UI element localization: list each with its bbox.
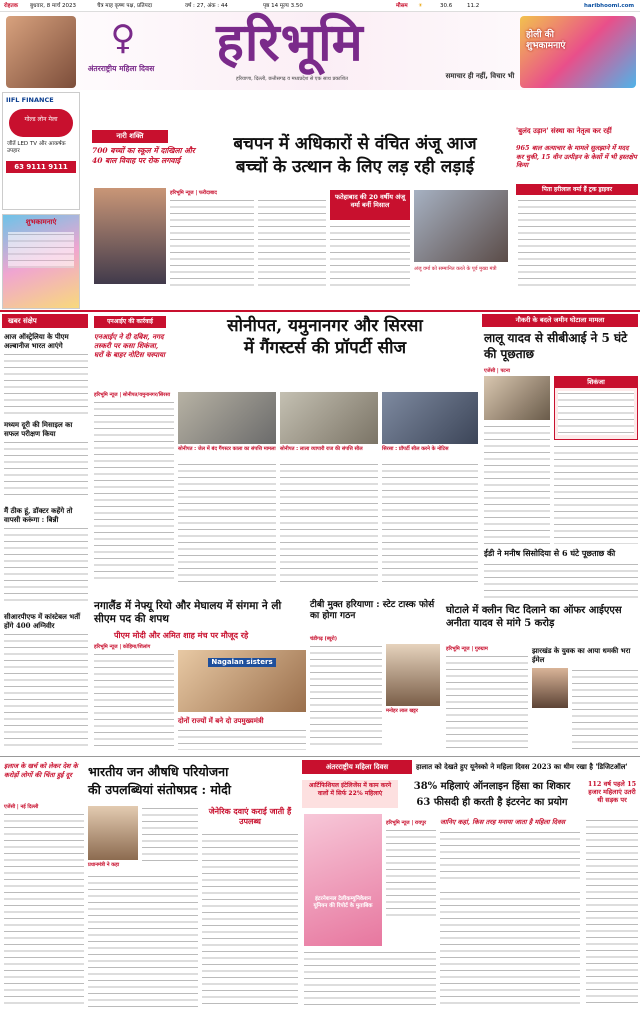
- iifl-phone[interactable]: 63 9111 9111: [6, 161, 76, 173]
- womens-day-tag: अंतरराष्ट्रीय महिला दिवस: [87, 64, 155, 73]
- lead-subhead: 700 बच्चों का स्कूल में दाखिला और 40 बाल विवाह पर रोक लगवाई: [92, 146, 195, 165]
- right-lead-box: पिता हरीलाल वर्मा हैं ट्रक ड्राइवर: [516, 184, 638, 195]
- masthead-slogan: समाचार ही नहीं, विचार भी: [445, 72, 515, 80]
- womens-day-graphic: [304, 814, 382, 946]
- nia-dateline: हरिभूमि न्यूज | सोनीपत/यमुनानगर/सिरसा: [94, 392, 171, 398]
- masthead-woman-photo: [6, 16, 76, 88]
- nia-kicker: एनआईए की कार्रवाई: [94, 316, 166, 328]
- newspaper-title: हरिभूमि: [216, 12, 364, 73]
- edition-city: रोहतक: [4, 3, 18, 9]
- panchang: चैत्र माह कृष्ण पक्ष, प्रतिपदा: [97, 3, 153, 9]
- anju-photo: [94, 188, 166, 284]
- janaushadhi-body-3: [202, 832, 298, 1008]
- janaushadhi-teaser: इलाज के खर्च को लेकर देश के करोड़ों लोगों की चिंता हुई दूर: [4, 762, 78, 779]
- min-temp: 11.2: [467, 3, 480, 9]
- nia-caption-1: सोनीपत : जेल में बंद गैंगस्टर काला का संपत्ति मामला: [178, 446, 276, 452]
- brief-2-head: मध्यम दूरी की मिसाइल का सफल परीक्षण किया: [4, 420, 73, 438]
- janaushadhi-caption: प्रधानमंत्री ने कहा: [88, 862, 120, 868]
- nia-headline-2: में गैंगस्टर्स की प्रॉपर्टी सीज: [243, 338, 407, 358]
- janaushadhi-body-2: [88, 874, 198, 1008]
- lead-body-2: [258, 198, 326, 288]
- ed-sisodia-head: ईडी ने मनीष सिसोदिया से 6 घंटे पूछताछ की: [484, 548, 616, 558]
- lead-body-1: [170, 198, 254, 288]
- nia-subhead: एनआईए ने दी दबिश, नगद तस्करी पर कसा शिकंजा, घरों के बाहर नोटिस चस्पाया: [94, 332, 165, 359]
- womens-day-body-1: [386, 828, 436, 918]
- tb-dateline: चंडीगढ़ (ब्यूरो): [310, 636, 338, 642]
- lalu-photo: [484, 376, 550, 420]
- bottom-divider: [0, 756, 640, 757]
- womens-day-dateline: हरिभूमि न्यूज | रायपुर: [386, 820, 427, 826]
- lead-dateline: हरिभूमि न्यूज | फरीदाबाद: [170, 190, 217, 196]
- issue-date: बुधवार, 8 मार्च 2023: [30, 3, 76, 9]
- iifl-prize: जीतें LED TV और आकर्षक उपहार: [7, 141, 66, 154]
- lead-inset-head: फतेहाबाद की 20 वर्षीय अंजू वर्मा बनीं मिसाल: [330, 190, 410, 220]
- nia-photo-3: [382, 392, 478, 444]
- brief-1-body: [4, 352, 88, 414]
- lead-kicker: नारी शक्ति: [92, 130, 168, 143]
- ed-sisodia-body: [484, 562, 638, 602]
- shikanja-text: [558, 391, 634, 435]
- masthead-tagline: हरियाणा, दिल्ली, छत्तीसगढ़ व मध्यप्रदेश से एक साथ प्रकाशित: [236, 76, 348, 82]
- nia-headline-1: सोनीपत, यमुनानगर और सिरसा: [227, 316, 423, 336]
- tb-body: [310, 644, 382, 750]
- womens-day-side-body: [586, 818, 638, 1008]
- lalu-body-1: [484, 424, 550, 544]
- anita-dateline: हरिभूमि न्यूज | गुरुग्राम: [446, 646, 488, 652]
- brief-4-body: [4, 632, 88, 748]
- weather-label: मौसम: [396, 3, 408, 9]
- shubhkamna-ad: [2, 214, 80, 309]
- nagaland-subhead: पीएम मोदी और अमित शाह मंच पर मौजूद रहे: [114, 630, 249, 640]
- nagaland-body-1: [94, 652, 174, 748]
- tb-caption: मनोहर लाल खट्टर: [386, 708, 418, 714]
- brief-1-head: आज ऑस्ट्रेलिया के पीएम अल्बानीज भारत आएंगे: [4, 332, 69, 350]
- janaushadhi-dateline: एजेंसी | नई दिल्ली: [4, 804, 39, 810]
- janaushadhi-headline-1: भारतीय जन औषधि परियोजना: [88, 764, 229, 779]
- janaushadhi-body-1: [4, 812, 84, 1008]
- iifl-brand: IIFL FINANCE: [6, 96, 54, 104]
- right-lead-kicker: 'बुलंद उड़ान' संस्था का नेतृत्व कर रहीं: [516, 126, 612, 135]
- womens-day-quote-body: [440, 830, 580, 884]
- nia-body-4: [382, 462, 478, 582]
- graphic-text: इंटरनेशनल टेलीकम्युनिकेशन यूनियन की रिपोर्ट के मुताबिक: [313, 896, 373, 909]
- issue-number: वर्ष : 27, अंक : 44: [185, 3, 228, 9]
- lalu-dateline: एजेंसी | पटना: [484, 368, 510, 374]
- nagaland-body-2: [178, 728, 306, 750]
- janaushadhi-quote: [142, 806, 198, 864]
- job-scam-kicker: नौकरी के बदले जमीन घोटाला मामला: [482, 314, 638, 327]
- womens-day-headline-1: 38% महिलाएं ऑनलाइन हिंसा का शिकार: [413, 781, 571, 792]
- top-info-bar: [0, 0, 640, 12]
- nagaland-dateline: हरिभूमि न्यूज | कोहिमा/शिलांग: [94, 644, 151, 650]
- shubhkamna-title: शुभकामनाएं: [25, 218, 57, 226]
- womens-day-side-stat: 112 वर्ष पहले 15 हजार महिलाएं उतरी थी सड़क पर: [587, 780, 637, 804]
- brief-3-head: मैं ठीक हूं, डॉक्टर कहेंगे तो वापसी करूंगा : बिन्नी: [4, 506, 73, 524]
- nia-caption-2: सोनीपत : लाला व्यापारी राज की संपत्ति सील: [280, 446, 363, 452]
- womens-day-strap: हालात को देखते हुए यूनेस्को ने महिला दिवस 2023 का थीम रखा है 'डिजिटऑल': [416, 762, 628, 771]
- shikanja-header: शिकंजा: [555, 377, 637, 388]
- nia-caption-3: सिरसा : प्रॉपर्टी सील करने के नोटिस: [382, 446, 449, 452]
- max-temp: 30.6: [440, 3, 453, 9]
- nia-photo-1: [178, 392, 276, 444]
- nia-photo-2: [280, 392, 378, 444]
- page-price: पृष्ठ 14 मूल्य 3.50: [263, 3, 303, 9]
- womens-day-kicker: आर्टिफिशियल इंटेलिजेंस में काम करने वालों में सिर्फ 22% महिलाएं: [302, 780, 398, 808]
- lead-event-photo: [414, 190, 508, 262]
- holi-ad: [520, 16, 636, 88]
- lalu-headline: लालू यादव से सीबीआई ने 5 घंटे की पूछताछ: [484, 331, 628, 361]
- left-ad-column: [0, 92, 82, 309]
- holi-greeting: होली की शुभकामनाएं: [526, 30, 566, 51]
- lead-photo-caption: अंजू वर्मा को सम्मानित करते के पूर्व मुख्य मंत्री: [414, 266, 497, 272]
- modi-photo: [88, 806, 138, 860]
- iifl-ad[interactable]: [2, 92, 80, 210]
- section-divider: [0, 310, 640, 312]
- website[interactable]: haribhoomi.com: [584, 3, 635, 9]
- right-lead-subhead: 965 बाल अत्याचार के मामले सुलझाने में मदद कर चुकी, 15 वीन उत्पीड़न के केसों में भी हस्तक्षेप किया: [516, 144, 637, 169]
- ribbon-icon: ♀: [110, 18, 136, 58]
- nagaland-inset: दोनों राज्यों में बने दो उपमुख्यमंत्री: [178, 716, 264, 725]
- womens-day-body-3: [440, 890, 580, 1008]
- lalu-body-2: [554, 444, 638, 544]
- nia-body-3: [280, 462, 378, 582]
- nagaland-photo: [178, 650, 306, 712]
- nia-body-1: [94, 400, 174, 582]
- womens-day-quote-head: जानिए कहां, किस तरह मनाया जाता है महिला दिवस: [440, 818, 566, 826]
- lead-inset-body: [330, 224, 410, 288]
- anita-side-head: झारखंड के युवक का आया धमकी भरा ईमेल: [532, 646, 631, 664]
- anita-headline: घोटाले में क्लीन चिट दिलाने का ऑफर आईएएस अनीता यादव से मांगे 5 करोड़: [446, 605, 622, 629]
- nia-body-2: [178, 462, 276, 582]
- womens-day-headline-2: 63 फीसदी ही करती है इंटरनेट का प्रयोग: [416, 797, 568, 808]
- lead-headline-1: बचपन में अधिकारों से वंचित अंजू आज: [233, 134, 477, 154]
- gold-loan-badge: गोल्ड लोन मेला: [9, 109, 73, 137]
- brief-3-body: [4, 526, 88, 606]
- khabar-sankshep-header: खबर संक्षेप: [2, 314, 88, 328]
- tb-headline: टीबी मुक्त हरियाणा : स्टेट टास्क फोर्स का होगा गठन: [310, 600, 435, 621]
- janaushadhi-inset: जेनेरिक दवाएं कराई जाती हैं उपलब्ध: [208, 806, 292, 826]
- anita-photo: [532, 668, 568, 708]
- lead-headline-2: बच्चों के उत्थान के लिए लड़ रही लड़ाई: [235, 157, 475, 177]
- shubhkamna-text: [8, 232, 74, 268]
- janaushadhi-headline-2: की उपलब्धियां संतोषप्रद : मोदी: [88, 782, 231, 797]
- sun-icon: ☀: [418, 3, 423, 9]
- anita-side-body: [572, 668, 638, 750]
- nagaland-banner: Nagalan sisters: [208, 658, 276, 667]
- anita-body: [446, 654, 528, 750]
- nagaland-headline: नगालैंड में नेफ्यू रियो और मेघालय में संगमा ने ली सीएम पद की शपथ: [94, 600, 282, 625]
- womens-day-body-2: [304, 950, 436, 1008]
- brief-4-head: सीआरपीएफ में कांस्टेबल भर्ती होंगे 400 अग्निवीर: [4, 612, 81, 630]
- womens-day-header: अंतरराष्ट्रीय महिला दिवस: [302, 760, 412, 774]
- khattar-photo: [386, 644, 440, 706]
- shikanja-box: [554, 376, 638, 440]
- brief-2-body: [4, 440, 88, 500]
- masthead: [0, 12, 640, 90]
- right-lead-body: [518, 198, 636, 288]
